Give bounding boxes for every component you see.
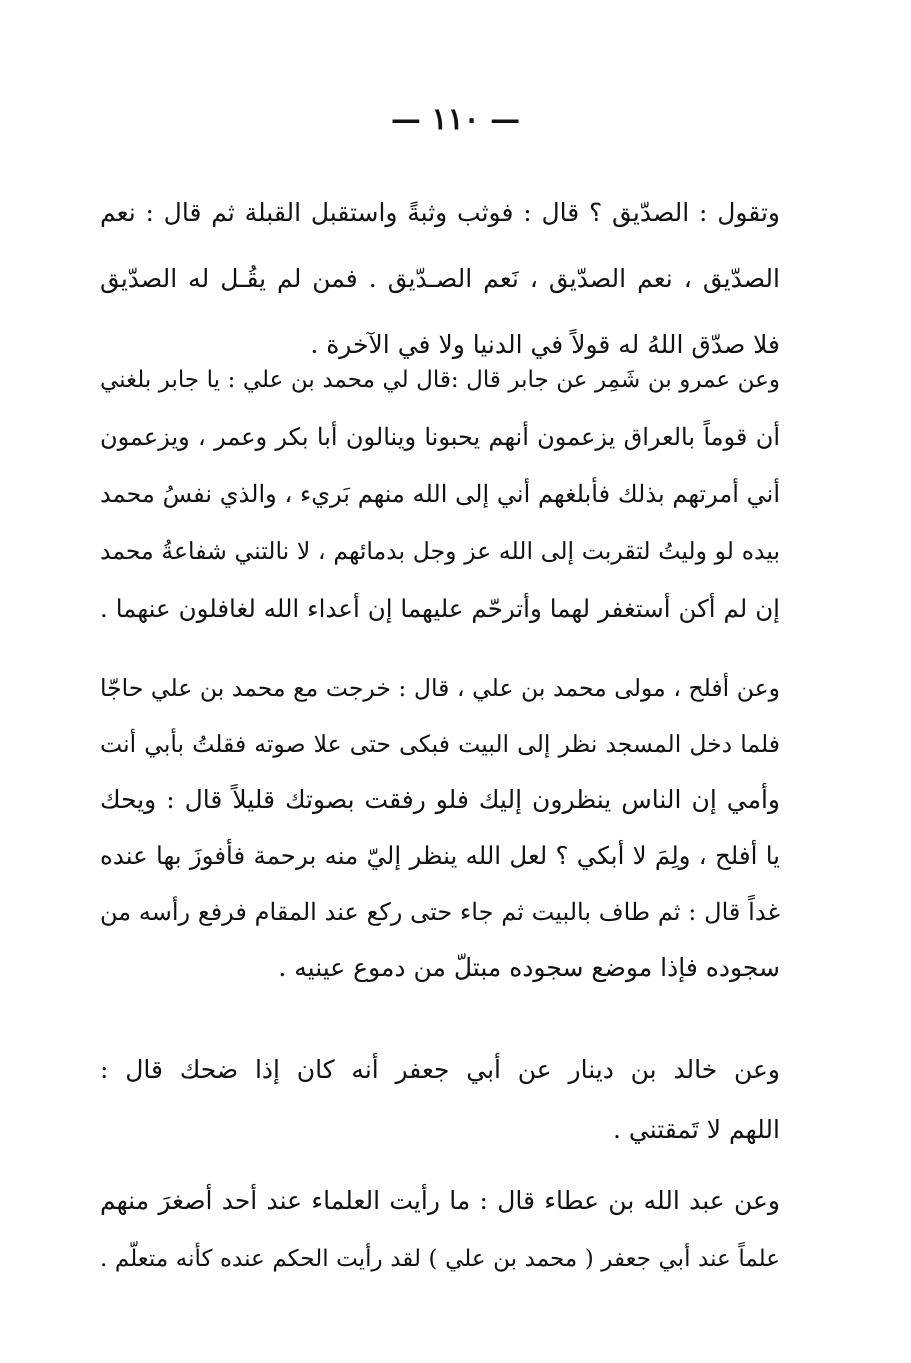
paragraph-line: أني أمرتهم بذلك فأبلغهم أني إلى الله منهم بَريء ، والذي نفسُ محمد xyxy=(100,480,780,508)
paragraph-line: إن لم أكن أستغفر لهما وأترحّم عليهما إن أعداء الله لغافلون عنهما . xyxy=(100,594,780,623)
paragraph-line: غداً قال : ثم طاف بالبيت ثم جاء حتى ركع عند المقام فرفع رأسه من xyxy=(100,898,780,926)
paragraph-line: وعن خالد بن دينار عن أبي جعفر أنه كان إذا ضحك قال : xyxy=(100,1055,780,1084)
paragraph-line: يا أفلح ، ولِمَ لا أبكي ؟ لعل الله ينظر إليّ منه برحمة فأفوزَ بها عنده xyxy=(100,841,780,870)
paragraph-line: سجوده فإذا موضع سجوده مبتلّ من دموع عينيه . xyxy=(278,953,780,982)
paragraph-line: فلما دخل المسجد نظر إلى البيت فبكى حتى علا صوته فقلتُ بأبي أنت xyxy=(100,730,780,758)
paragraph-line: وعن أفلح ، مولى محمد بن علي ، قال : خرجت مع محمد بن علي حاجّا xyxy=(100,674,780,702)
paragraph-line: علماً عند أبي جعفر ( محمد بن علي ) لقد رأيت الحكم عنده كأنه متعلّم . xyxy=(100,1246,780,1272)
paragraph-line: اللهم لا تَمقتني . xyxy=(612,1115,780,1144)
page-number: — ١١٠ — xyxy=(390,102,521,137)
paragraph-line: وعن عمرو بن شَمِر عن جابر قال :قال لي محمد بن علي : يا جابر بلغني xyxy=(100,367,780,393)
paragraph-4 xyxy=(100,1040,780,1160)
paragraph-line: وعن عبد الله بن عطاء قال : ما رأيت العلماء عند أحد أصغرَ منهم xyxy=(100,1186,780,1215)
paragraph-line: فلا صدّق اللهُ له قولاً في الدنيا ولا في الآخرة . xyxy=(310,330,780,359)
paragraph-line: وأمي إن الناس ينظرون إليك فلو رفقت بصوتك قليلاً قال : ويحك xyxy=(100,785,780,814)
paragraph-line: بيده لو وليتُ لتقربت إلى الله عز وجل بدمائهم ، لا نالتني شفاعةُ محمد xyxy=(100,537,780,565)
paragraph-1 xyxy=(100,180,780,378)
paragraph-line: الصدّيق ، نعم الصدّيق ، نَعم الصـدّيق . فمن لم يقُـل له الصدّيق xyxy=(100,264,780,293)
paragraph-line: وتقول : الصدّيق ؟ قال : فوثب وثبةً واستقبل القبلة ثم قال : نعم xyxy=(100,198,780,227)
paragraph-3 xyxy=(100,660,780,996)
paragraph-2 xyxy=(100,352,780,637)
paragraph-line: أن قوماً بالعراق يزعمون أنهم يحبونا وينالون أبا بكر وعمر ، ويزعمون xyxy=(100,423,780,451)
paragraph-5 xyxy=(100,1172,780,1288)
